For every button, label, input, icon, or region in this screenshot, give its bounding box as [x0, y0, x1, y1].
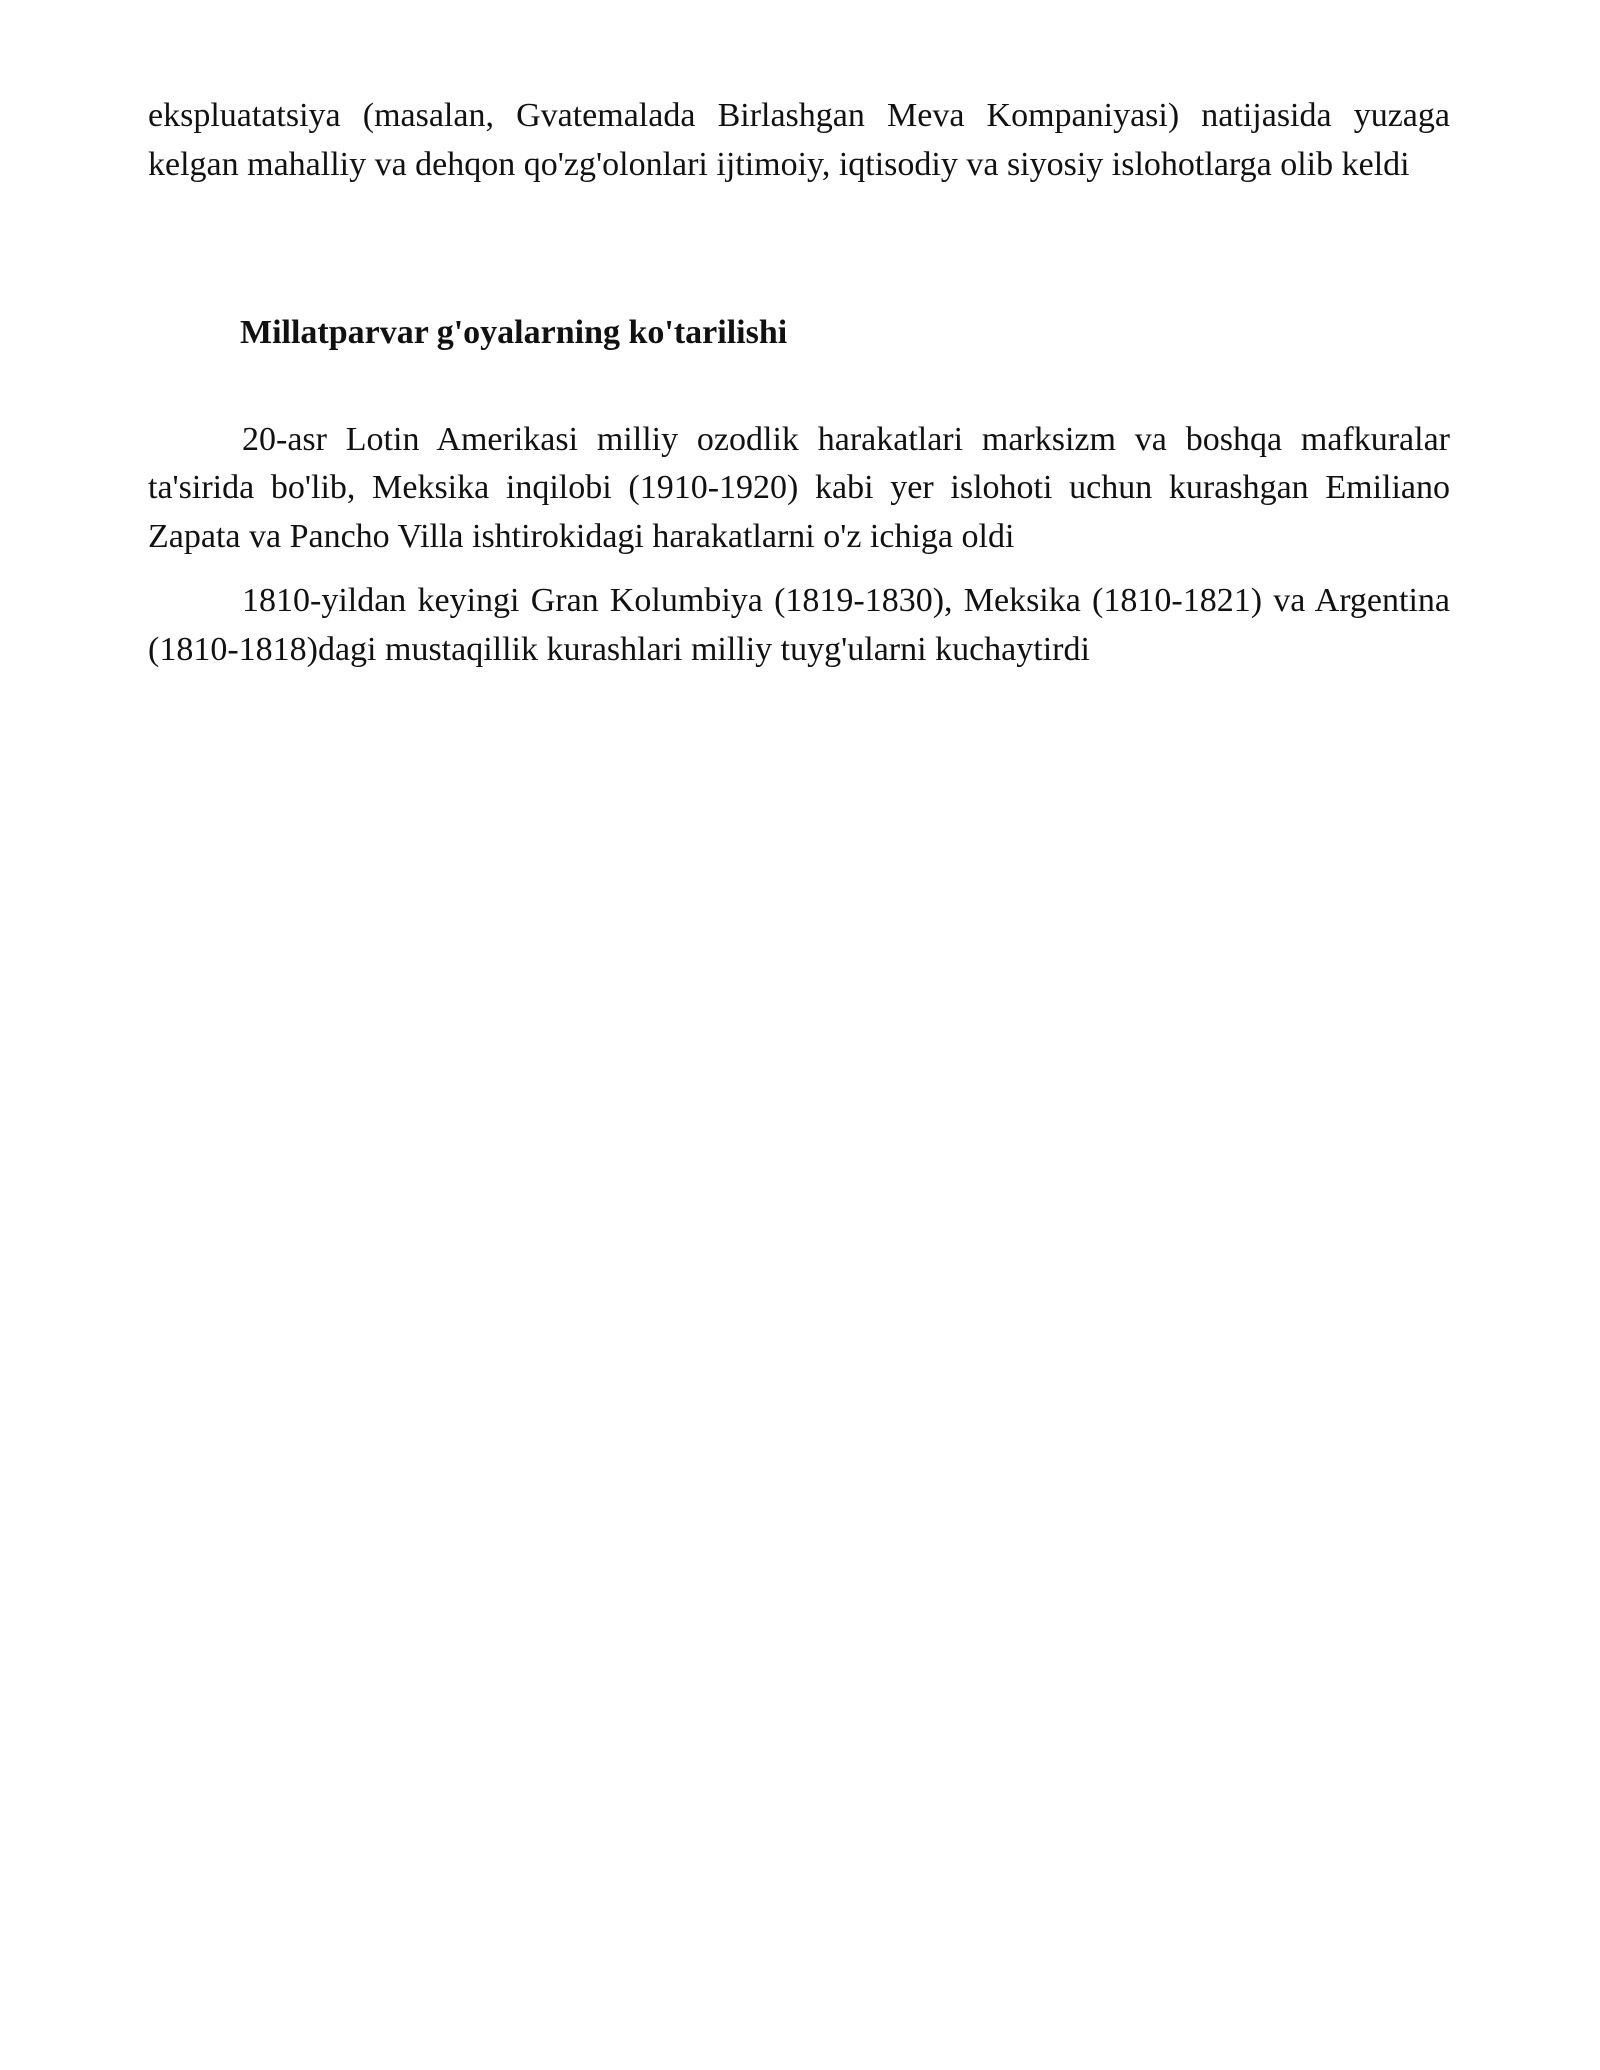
section-heading: Millatparvar g'oyalarning ko'tarilishi [240, 314, 788, 351]
body-paragraph-2: 1810-yildan keyingi Gran Kolumbiya (1819-1830), Meksika (1810-1821) va Argentina (1810-1818)dagi mustaqillik kurashlari milliy tuyg'ularni kuchaytirdi [148, 582, 1450, 668]
body-paragraph-1: 20-asr Lotin Amerikasi milliy ozodlik harakatlari marksizm va boshqa mafkuralar ta'sirida bo'lib, Meksika inqilobi (1910-1920) kabi yer islohoti uchun kurashgan Emiliano Zapata va Pancho Villa ishtirokidagi harakatlarni o'z ichiga oldi [148, 420, 1450, 555]
intro-paragraph: ekspluatatsiya (masalan, Gvatemalada Birlashgan Meva Kompaniyasi) natijasida yuzaga kelgan mahalliy va dehqon qo'zg'olonlari ijtimoiy, iqtisodiy va siyosiy islohotlarga olib keldi [148, 97, 1450, 183]
document-body [148, 92, 1450, 674]
